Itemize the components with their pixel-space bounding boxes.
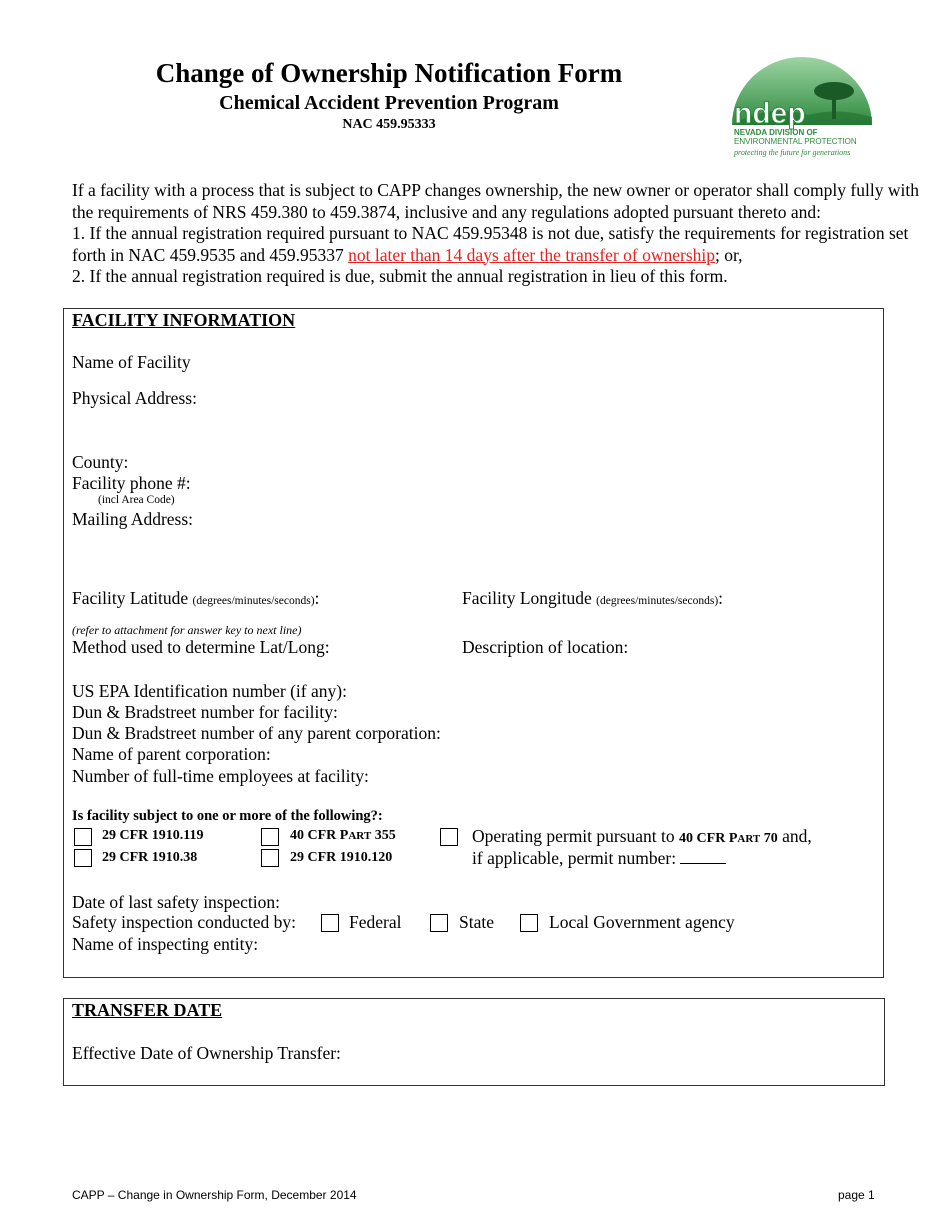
state-checkbox[interactable] [430,914,448,932]
operating-permit-checkbox[interactable] [440,828,458,846]
state-label: State [459,912,494,932]
cfr-1910-120-checkbox[interactable] [261,849,279,867]
regulation-code: NAC 459.95333 [342,117,436,132]
facility-phone-label: Facility phone #: [72,473,191,493]
cfr-part-355-label: 40 CFR PART 355 [290,828,396,843]
page-number: page 1 [838,1188,875,1202]
longitude-label: Facility Longitude (degrees/minutes/seconds): [462,588,724,608]
cfr-1910-119-checkbox[interactable] [74,828,92,846]
logo-line1: NEVADA DIVISION OF [734,128,818,137]
physical-address-label: Physical Address: [72,388,197,408]
dun-parent-label: Dun & Bradstreet number of any parent corporation: [72,723,441,743]
mailing-address-label: Mailing Address: [72,509,194,529]
logo-line2: ENVIRONMENTAL PROTECTION [734,137,857,146]
facility-name-label: Name of Facility [72,352,191,372]
employees-label: Number of full-time employees at facility: [72,766,369,786]
refer-note: (refer to attachment for answer key to next line) [72,623,302,637]
phone-note: (incl Area Code) [98,494,175,506]
permit-number-label: if applicable, permit number: [472,848,726,869]
subject-question: Is facility subject to one or more of the following?: [72,808,383,824]
dun-facility-label: Dun & Bradstreet number for facility: [72,702,338,722]
ndep-logo [728,55,876,163]
footer-title: CAPP – Change in Ownership Form, December 2014 [72,1188,357,1202]
federal-checkbox[interactable] [321,914,339,932]
operating-permit-label: Operating permit pursuant to 40 CFR PART 70 and, [472,826,812,846]
local-government-checkbox[interactable] [520,914,538,932]
effective-date-label: Effective Date of Ownership Transfer: [72,1043,341,1063]
intro-paragraph-1: If a facility with a process that is subject to CAPP changes ownership, the new owner or operator shall comply fully with the requirements of NRS 459.380 to 459.3874, inclusive and any regulations adopted pursuant thereto and: [72,180,919,222]
epa-id-label: US EPA Identification number (if any): [72,681,347,701]
cfr-part-355-checkbox[interactable] [261,828,279,846]
conducted-by-label: Safety inspection conducted by: [72,912,297,932]
facility-information-heading: FACILITY INFORMATION [72,310,296,330]
deadline-note: not later than 14 days after the transfer of ownership [348,244,715,265]
latitude-label: Facility Latitude (degrees/minutes/seconds): [72,588,320,608]
logo-wordmark: ndep [734,97,806,130]
inspecting-entity-label: Name of inspecting entity: [72,934,259,954]
form-subtitle: Chemical Accident Prevention Program [219,92,559,114]
intro-text [72,180,922,288]
parent-name-label: Name of parent corporation: [72,744,271,764]
form-title: Change of Ownership Notification Form [155,58,623,88]
logo-tagline: protecting the future for generations [734,148,851,157]
cfr-1910-119-label: 29 CFR 1910.119 [102,828,204,843]
cfr-1910-120-label: 29 CFR 1910.120 [290,850,393,865]
cfr-1910-38-checkbox[interactable] [74,849,92,867]
transfer-date-heading: TRANSFER DATE [72,1000,223,1020]
last-inspection-label: Date of last safety inspection: [72,892,280,912]
local-government-label: Local Government agency [549,912,735,932]
location-description-label: Description of location: [462,637,629,657]
federal-label: Federal [349,912,402,932]
county-label: County: [72,452,129,472]
intro-paragraph-2: 1. If the annual registration required pursuant to NAC 459.95348 is not due, satisfy the requirements for registration set forth in NAC 459.9535 and 459.95337 not later than 14 days after the transfer of ownership; or, [72,223,909,265]
latlong-method-label: Method used to determine Lat/Long: [72,637,330,657]
permit-number-field[interactable] [680,849,726,864]
intro-paragraph-3: 2. If the annual registration required is due, submit the annual registration in lieu of this form. [72,266,728,286]
cfr-1910-38-label: 29 CFR 1910.38 [102,850,198,865]
